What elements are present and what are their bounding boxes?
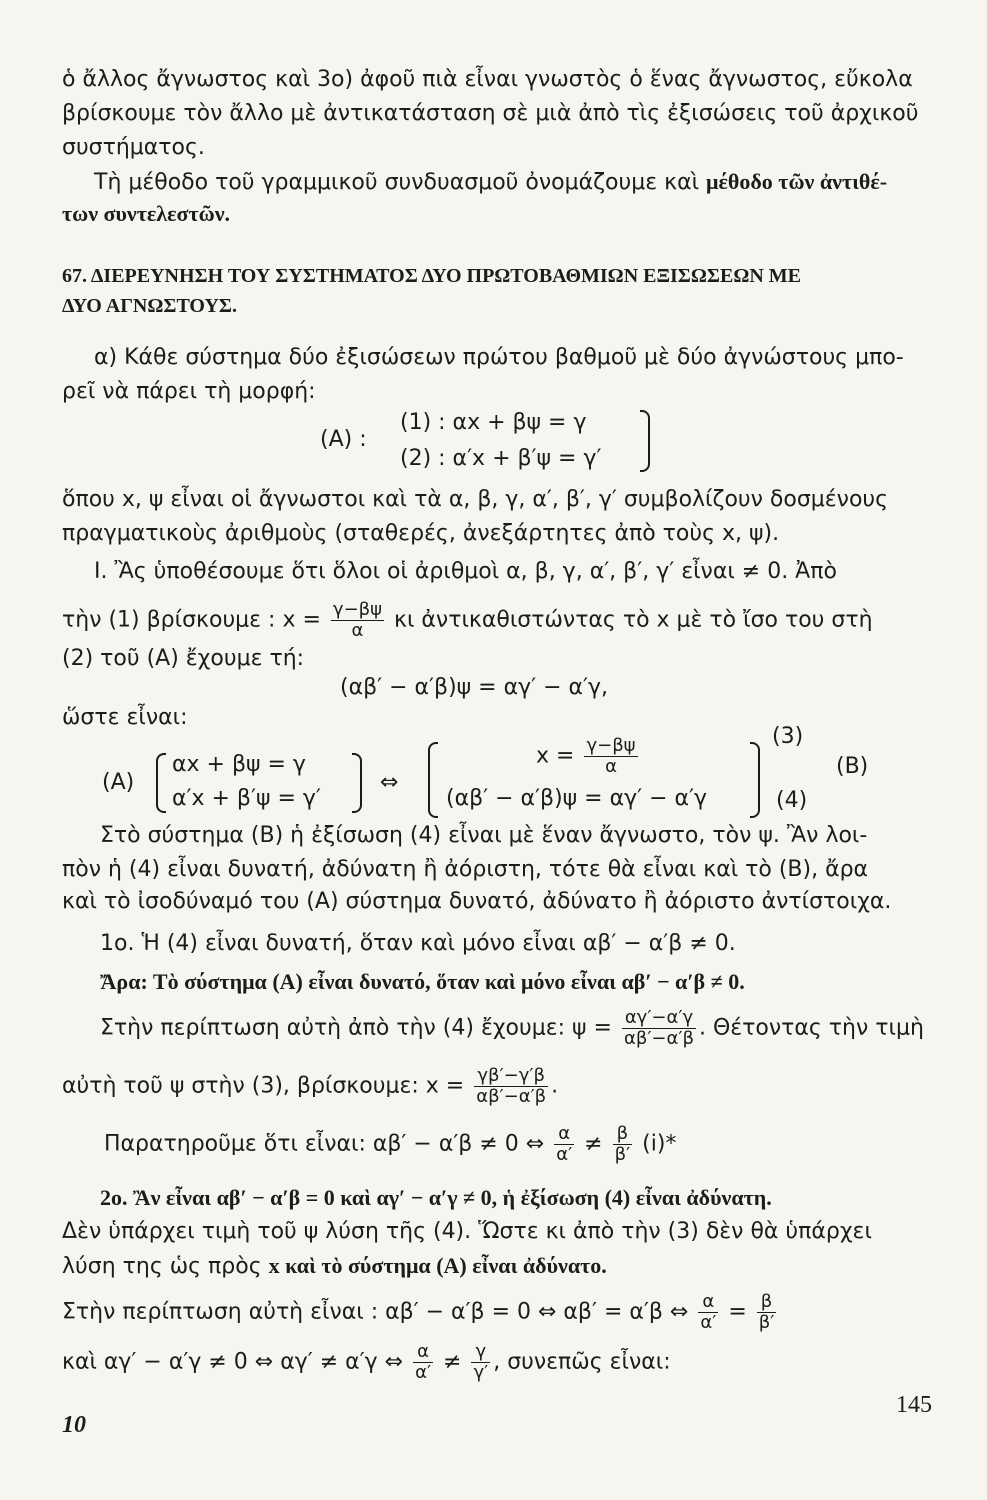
text-line: α) Κάθε σύστημα δύο ἐξισώσεων πρώτου βαθμοῦ μὲ δύο ἀγνώστους μπο- [94, 345, 904, 370]
equation [536, 736, 641, 777]
text-line [62, 1342, 671, 1383]
system-label: (B) [836, 754, 869, 779]
numerator: αγ′−α′γ [622, 1008, 696, 1029]
text-span: ≠ [443, 1349, 462, 1375]
text-span: Τὴ μέθοδο τοῦ γραμμικοῦ συνδυασμοῦ ὀνομάζουμε καὶ [94, 170, 707, 195]
fraction [622, 1008, 696, 1049]
numerator: α [413, 1342, 433, 1363]
system-label: (A) : [320, 427, 367, 452]
fraction [474, 1066, 548, 1107]
equation: (αβ′ − α′β)ψ = αγ′ − α′γ [446, 786, 708, 811]
text-span: κι ἀντικαθιστώντας τὸ x μὲ τὸ ἴσο του στὴ [394, 607, 873, 633]
text-span: τὴν (1) βρίσκουμε : x = [62, 607, 321, 633]
text-line: ὥστε εἶναι: [62, 705, 188, 730]
text-line [62, 1292, 779, 1333]
bold-term: x καὶ τὸ σύστημα (A) εἶναι ἀδύνατο. [268, 1253, 607, 1278]
text-line: ρεῖ νὰ πάρει τὴ μορφή: [62, 379, 316, 404]
text-span: Στὴν περίπτωση αὐτὴ εἶναι : αβ′ − α′β = 0 ⇔ αβ′ = α′β ⇔ [62, 1299, 689, 1325]
denominator: γ′ [473, 1362, 489, 1383]
denominator: αβ′−α′β [623, 1028, 694, 1049]
denominator: αβ′−α′β [476, 1086, 547, 1107]
text-line [62, 600, 873, 641]
fraction [331, 600, 384, 641]
denominator: α′ [700, 1312, 717, 1333]
text-line: πὸν ἡ (4) εἶναι δυνατή, ἀδύνατη ἢ ἀόριστη, τότε θὰ εἶναι καὶ τὸ (B), ἄρα [62, 857, 869, 882]
text-line: συστήματος. [62, 135, 205, 160]
denominator: α′ [415, 1362, 432, 1383]
fraction [413, 1342, 433, 1383]
text-span: καὶ αγ′ − α′γ ≠ 0 ⇔ αγ′ ≠ α′γ ⇔ [62, 1349, 404, 1375]
text-line [100, 1008, 924, 1049]
numerator: γβ′−γ′β [474, 1066, 548, 1087]
section-heading: 67. ΔΙΕΡΕΥΝΗΣΗ ΤΟΥ ΣΥΣΤΗΜΑΤΟΣ ΔΥΟ ΠΡΩΤΟΒΑΘΜΙΩΝ ΕΞΙΣΩΣΕΩΝ ΜΕ [62, 265, 801, 287]
right-brace [750, 742, 760, 818]
text-span: , συνεπῶς εἶναι: [493, 1349, 671, 1375]
text-line [94, 168, 887, 197]
text-span: αὐτὴ τοῦ ψ στὴν (3), βρίσκουμε: x = [62, 1073, 465, 1099]
text-line [104, 1124, 676, 1165]
text-line: ὅπου x, ψ εἶναι οἱ ἄγνωστοι καὶ τὰ α, β, γ, α′, β′, γ′ συμβολίζουν δοσμένους [62, 487, 889, 512]
fraction [471, 1342, 490, 1383]
text-span: ≠ [584, 1131, 603, 1157]
fraction [757, 1292, 777, 1333]
text-span: = [728, 1299, 747, 1325]
equation: (αβ′ − α′β)ψ = αγ′ − α′γ, [340, 675, 609, 700]
fraction [613, 1124, 633, 1165]
text-line: βρίσκουμε τὸν ἄλλο μὲ ἀντικατάσταση σὲ μιὰ ἀπὸ τὶς ἐξισώσεις τοῦ ἀρχικοῦ [62, 101, 919, 126]
bold-term: των συντελεστῶν. [62, 201, 231, 226]
right-brace [352, 753, 362, 813]
numerator: γ−βψ [332, 599, 383, 620]
right-brace [640, 410, 650, 472]
left-brace [428, 742, 438, 818]
left-brace [156, 753, 166, 813]
numerator: α [698, 1292, 718, 1313]
page-number: 145 [896, 1392, 932, 1418]
text-line: Στὸ σύστημα (B) ἡ ἐξίσωση (4) εἶναι μὲ ἕναν ἄγνωστο, τὸν ψ. Ἂν λοι- [100, 823, 868, 848]
text-line: Δὲν ὑπάρχει τιμὴ τοῦ ψ λύση τῆς (4). Ὥστε κι ἀπὸ τὴν (3) δὲν θὰ ὑπάρχει [62, 1219, 872, 1244]
system-label: (A) [102, 770, 135, 795]
numerator: γ−βψ [586, 735, 636, 756]
text-line: (2) τοῦ (A) ἔχουμε τή: [62, 646, 305, 671]
footnote-ref: (i)* [642, 1131, 677, 1157]
numerator: β [757, 1292, 777, 1313]
section-heading: ΔΥΟ ΑΓΝΩΣΤΟΥΣ. [62, 295, 237, 317]
denominator: α [605, 756, 617, 777]
bold-term: μέθοδο τῶν ἀντιθέ- [706, 169, 888, 194]
text-line: καὶ τὸ ἰσοδύναμό του (A) σύστημα δυνατό, ἀδύνατο ἢ ἀόριστο ἀντίστοιχα. [62, 889, 892, 914]
equation: αx + βψ = γ [172, 752, 306, 777]
numerator: γ [471, 1342, 490, 1363]
denominator: β′ [614, 1144, 631, 1165]
equation: (1) : αx + βψ = γ [400, 410, 587, 435]
numerator: α [554, 1124, 574, 1145]
bold-statement: Ἄρα: Τὸ σύστημα (A) εἶναι δυνατό, ὅταν καὶ μόνο εἶναι αβ′ − α′β ≠ 0. [100, 969, 745, 994]
fraction [554, 1124, 574, 1165]
text-line: πραγματικοὺς ἀριθμοὺς (σταθερές, ἀνεξάρτητες ἀπὸ τοὺς x, ψ). [62, 521, 780, 546]
signature-mark: 10 [62, 1412, 86, 1438]
text-line [62, 1066, 558, 1107]
text-span: Στὴν περίπτωση αὐτὴ ἀπὸ τὴν (4) ἔχουμε: ψ = [100, 1015, 612, 1041]
equation-tag: (3) [772, 724, 804, 749]
text-span: Παρατηροῦμε ὅτι εἶναι: αβ′ − α′β ≠ 0 ⇔ [104, 1131, 545, 1157]
equation-tag: (4) [776, 788, 808, 813]
iff-symbol: ⇔ [380, 770, 399, 795]
fraction [584, 736, 637, 777]
text-line: 1ο. Ἡ (4) εἶναι δυνατή, ὅταν καὶ μόνο εἶναι αβ′ − α′β ≠ 0. [100, 931, 736, 956]
equation: α′x + β′ψ = γ′ [172, 786, 321, 811]
text-line: Ι. Ἂς ὑποθέσουμε ὅτι ὅλοι οἱ ἀριθμοὶ α, β, γ, α′, β′, γ′ εἶναι ≠ 0. Ἀπὸ [94, 559, 837, 584]
text-span: x = [536, 743, 575, 769]
text-span: . [551, 1073, 559, 1099]
equation: (2) : α′x + β′ψ = γ′ [400, 446, 602, 471]
denominator: α′ [556, 1144, 573, 1165]
text-line: ὁ ἄλλος ἄγνωστος καὶ 3ο) ἀφοῦ πιὰ εἶναι γνωστὸς ὁ ἕνας ἄγνωστος, εὔκολα [62, 67, 913, 92]
text-span: . Θέτοντας τὴν τιμὴ [698, 1015, 924, 1041]
text-span: λύση της ὡς πρὸς [62, 1254, 269, 1279]
denominator: β′ [758, 1312, 775, 1333]
numerator: β [613, 1124, 633, 1145]
text-line [62, 1252, 607, 1281]
fraction [698, 1292, 718, 1333]
denominator: α [351, 620, 364, 641]
bold-statement: 2ο. Ἂν εἶναι αβ′ − α′β = 0 καὶ αγ′ − α′γ ≠ 0, ἡ ἐξίσωση (4) εἶναι ἀδύνατη. [100, 1185, 772, 1210]
